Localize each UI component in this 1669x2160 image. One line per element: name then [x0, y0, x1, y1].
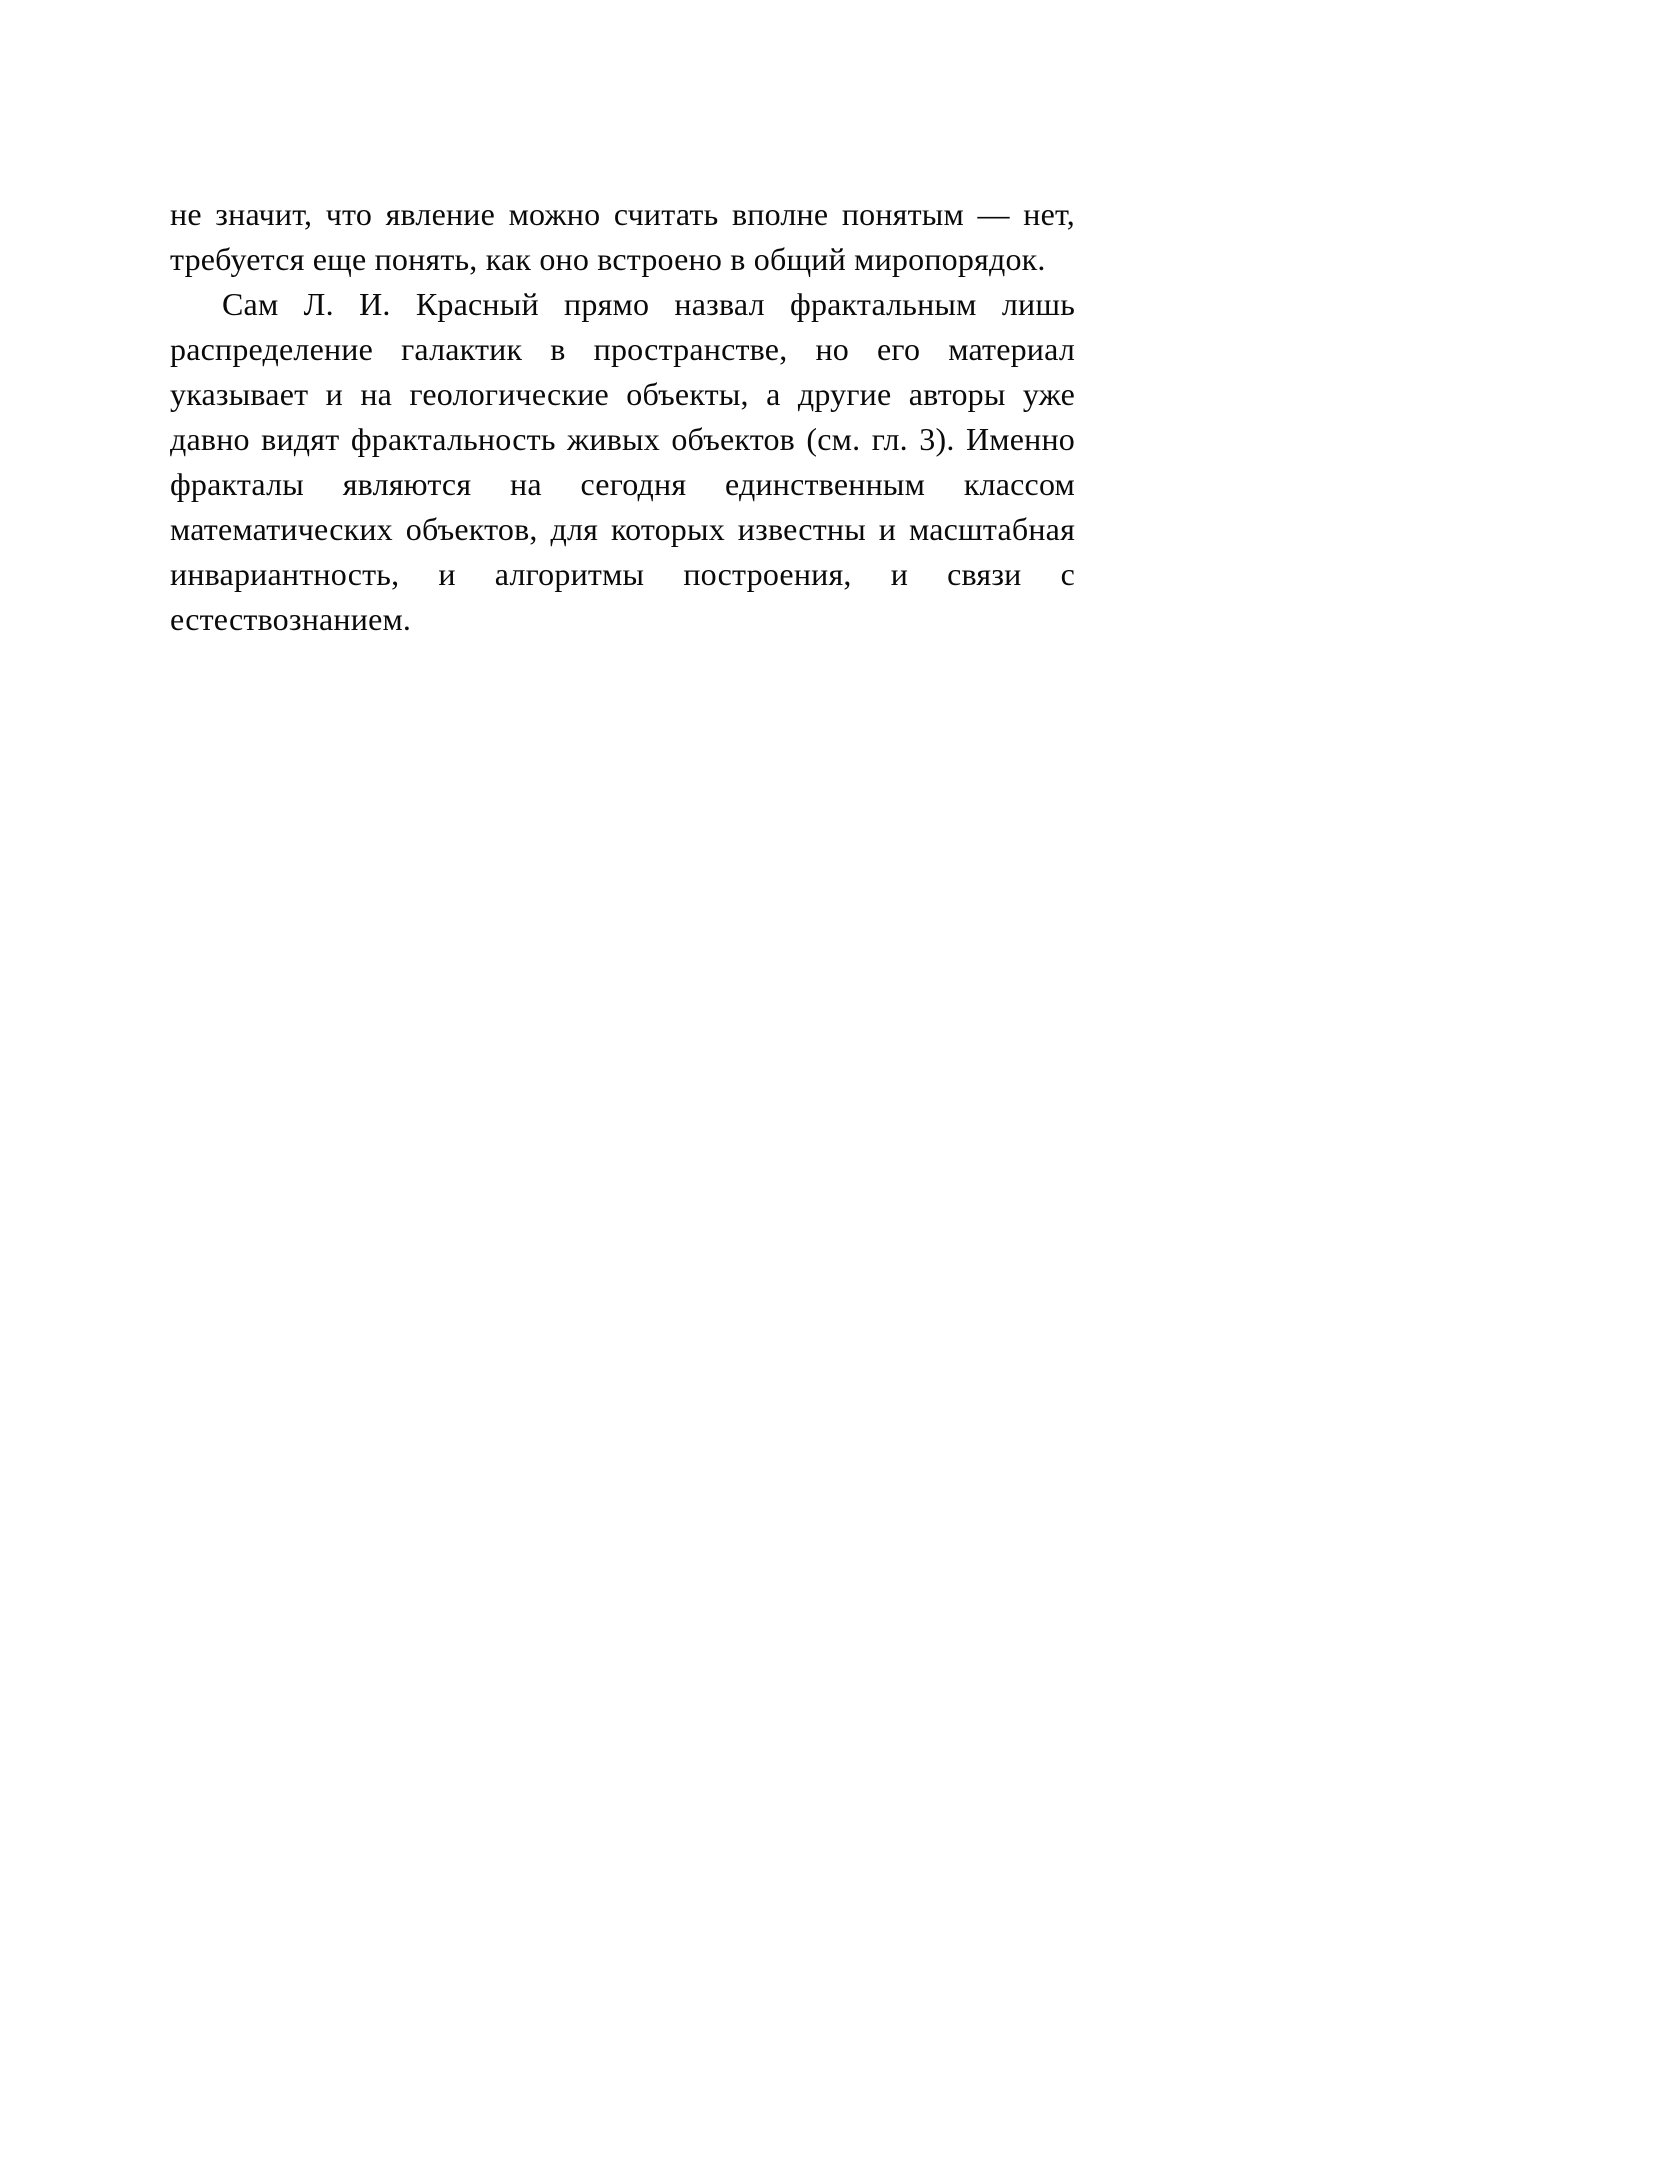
paragraph-body: Сам Л. И. Красный прямо назвал фрактальным лишь распределение галактик в пространстве, но его материал указывает и на геологические объекты, а другие авторы уже давно видят фрактальность живых объектов (см. гл. 3). Именно фракталы являются на сегодня единственным классом математических объектов, для которых известны и масштабная инвариантность, и алгоритмы построения, и связи с естествознанием.: [170, 286, 1075, 637]
paragraph-continuation: не значит, что явление можно считать вполне понятым — нет, требуется еще понять, как оно встроено в общий миропорядок.: [170, 196, 1075, 277]
text-block: [170, 192, 1075, 642]
